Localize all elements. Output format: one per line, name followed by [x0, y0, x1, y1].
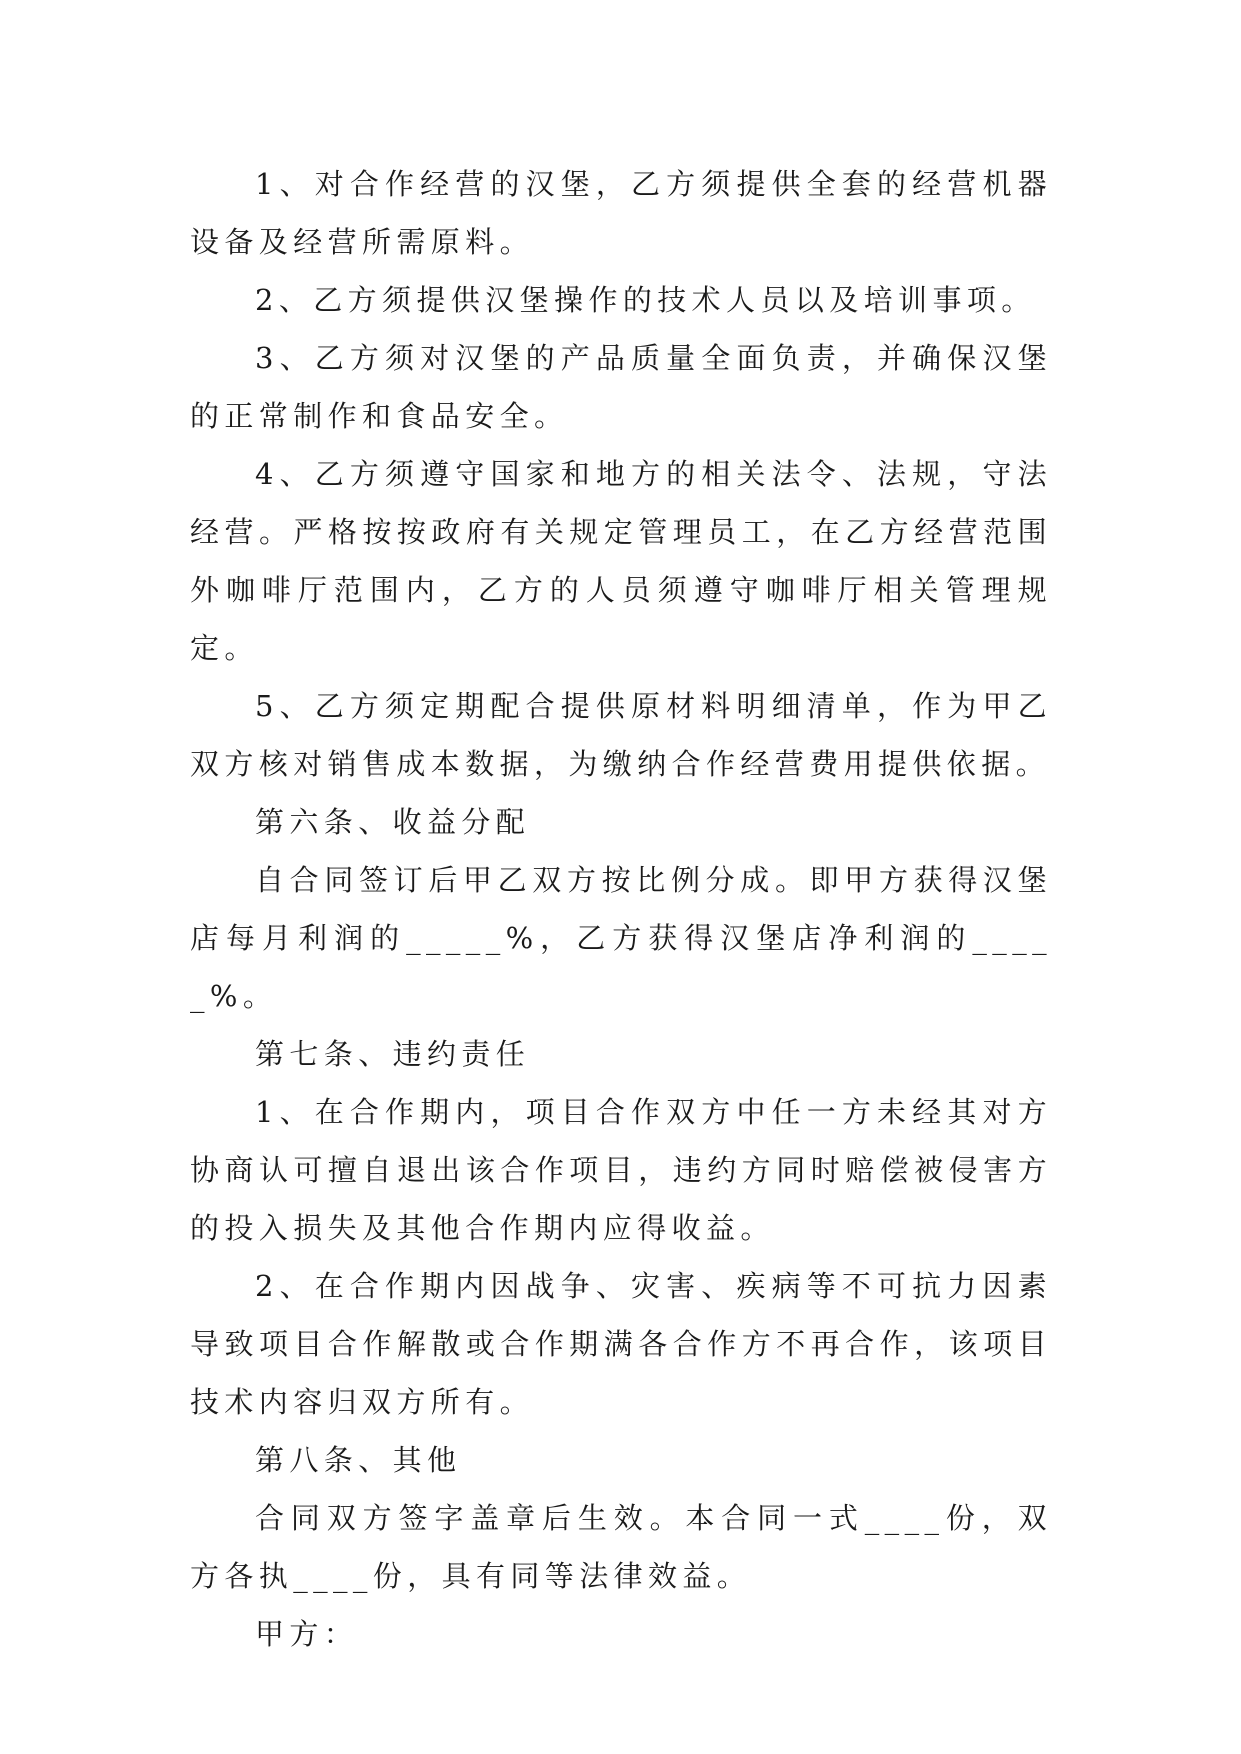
document-page: [190, 155, 1052, 1663]
article-7-heading: 第七条、违约责任: [255, 1037, 531, 1071]
article-6-heading: 第六条、收益分配: [255, 805, 531, 839]
clause-5-item-2: 2、乙方须提供汉堡操作的技术人员以及培训事项。: [255, 283, 1036, 317]
article-8-heading: 第八条、其他: [255, 1443, 462, 1477]
party-a-signature-label: 甲方：: [255, 1617, 359, 1651]
clause-5-item-5: 5、乙方须定期配合提供原材料明细清单，作为甲乙双方核对销售成本数据，为缴纳合作经营费用提供依据。: [190, 689, 1052, 781]
clause-5-item-4: 4、乙方须遵守国家和地方的相关法令、法规，守法经营。严格按按政府有关规定管理员工，在乙方经营范围外咖啡厅范围内，乙方的人员须遵守咖啡厅相关管理规定。: [190, 457, 1052, 665]
clause-5-item-1: 1、对合作经营的汉堡，乙方须提供全套的经营机器设备及经营所需原料。: [190, 167, 1052, 259]
clause-5-item-3: 3、乙方须对汉堡的产品质量全面负责，并确保汉堡的正常制作和食品安全。: [190, 341, 1052, 433]
article-6-body: 自合同签订后甲乙双方按比例分成。即甲方获得汉堡店每月利润的_____%，乙方获得汉堡店净利润的_____%。: [190, 863, 1052, 1013]
article-8-body: 合同双方签字盖章后生效。本合同一式____份，双方各执____份，具有同等法律效益。: [190, 1501, 1052, 1593]
article-7-item-2: 2、在合作期内因战争、灾害、疾病等不可抗力因素导致项目合作解散或合作期满各合作方不再合作，该项目技术内容归双方所有。: [190, 1269, 1052, 1419]
article-7-item-1: 1、在合作期内，项目合作双方中任一方未经其对方协商认可擅自退出该合作项目，违约方同时赔偿被侵害方的投入损失及其他合作期内应得收益。: [190, 1095, 1052, 1245]
